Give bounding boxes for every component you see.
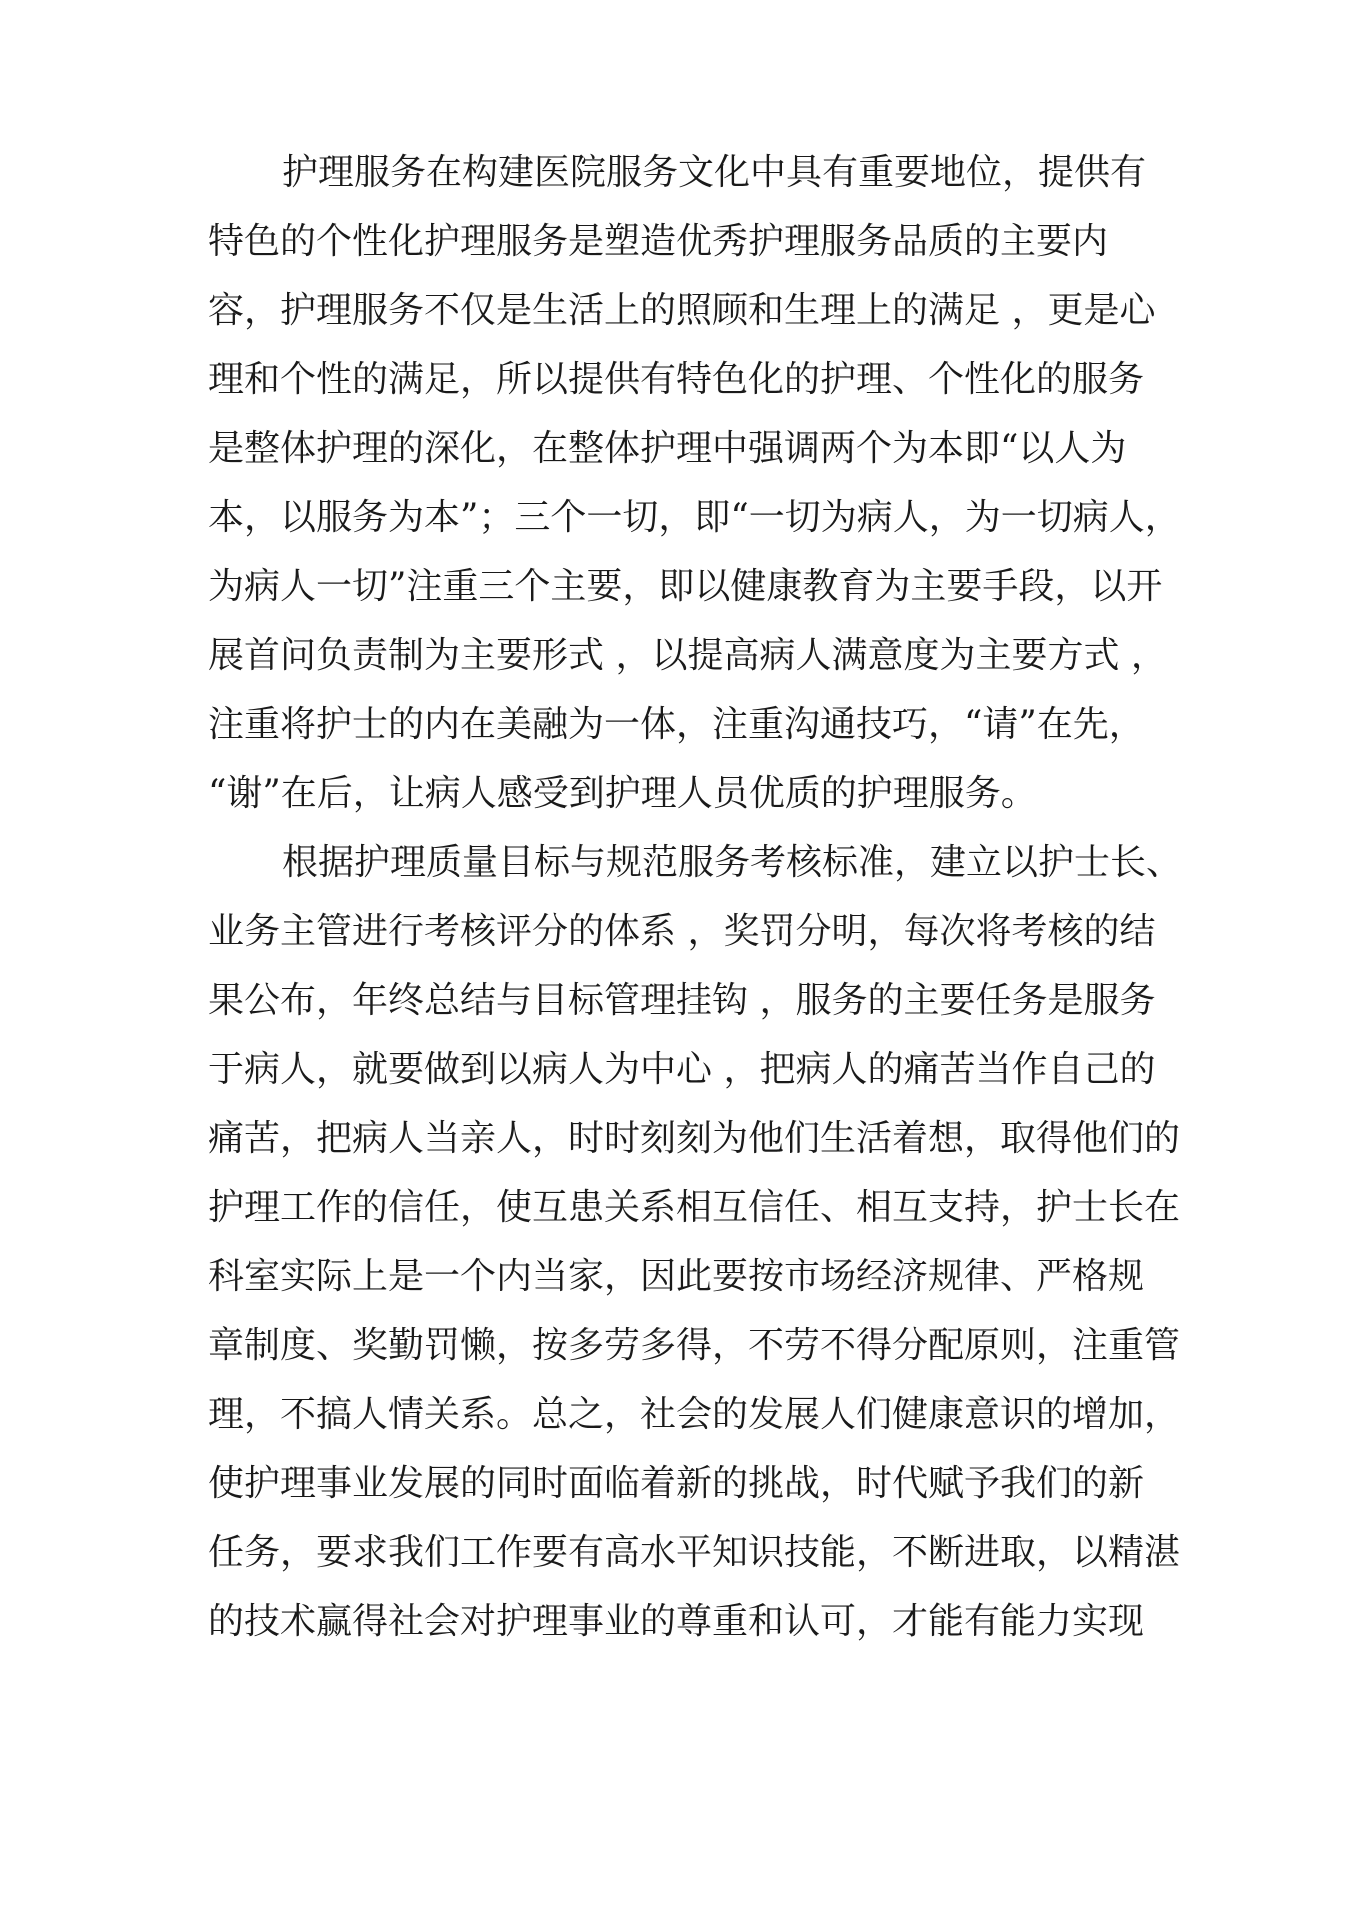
paragraph-line: 根据护理质量目标与规范服务考核标准，建立以护士长、 [282, 842, 1183, 883]
paragraph-line: 的技术赢得社会对护理事业的尊重和认可，才能有能力实现 [208, 1601, 1145, 1642]
paragraph-line: 章制度、奖勤罚懒，按多劳多得，不劳不得分配原则，注重管 [208, 1325, 1181, 1366]
paragraph-line: 任务，要求我们工作要有高水平知识技能，不断进取，以精湛 [208, 1532, 1181, 1573]
paragraph-line: 是整体护理的深化，在整体护理中强调两个为本即“以人为 [208, 428, 1127, 469]
paragraph-line: 科室实际上是一个内当家，因此要按市场经济规律、严格规 [208, 1256, 1145, 1297]
paragraph-nursing-service [208, 138, 1198, 828]
paragraph-line: “谢”在后，让病人感受到护理人员优质的护理服务。 [208, 773, 1037, 814]
paragraph-line: 使护理事业发展的同时面临着新的挑战，时代赋予我们的新 [208, 1463, 1145, 1504]
paragraph-line: 特色的个性化护理服务是塑造优秀护理服务品质的主要内 [208, 221, 1109, 262]
paragraph-line: 护理工作的信任，使互患关系相互信任、相互支持，护士长在 [208, 1187, 1181, 1228]
paragraph-line: 护理服务在构建医院服务文化中具有重要地位，提供有 [282, 152, 1147, 193]
paragraph-line: 注重将护士的内在美融为一体，注重沟通技巧，“请”在先， [208, 704, 1145, 745]
paragraph-line: 为病人一切”注重三个主要，即以健康教育为主要手段，以开 [208, 566, 1163, 607]
paragraph-quality-assessment [208, 828, 1198, 1656]
paragraph-line: 果公布，年终总结与目标管理挂钩 ，服务的主要任务是服务 [208, 980, 1156, 1021]
paragraph-line: 展首问负责制为主要形式 ，以提高病人满意度为主要方式 ， [208, 635, 1167, 676]
paragraph-line: 业务主管进行考核评分的体系 ，奖罚分明，每次将考核的结 [208, 911, 1156, 952]
paragraph-line: 痛苦，把病人当亲人，时时刻刻为他们生活着想，取得他们的 [208, 1118, 1181, 1159]
paragraph-line: 理和个性的满足，所以提供有特色化的护理、个性化的服务 [208, 359, 1145, 400]
paragraph-line: 本，以服务为本”；三个一切，即“一切为病人，为一切病人， [208, 497, 1181, 538]
paragraph-line: 于病人，就要做到以病人为中心 ，把病人的痛苦当作自己的 [208, 1049, 1156, 1090]
paragraph-line: 容，护理服务不仅是生活上的照顾和生理上的满足 ，更是心 [208, 290, 1156, 331]
paragraph-line: 理，不搞人情关系。总之，社会的发展人们健康意识的增加， [208, 1394, 1181, 1435]
document-body [208, 138, 1198, 1656]
